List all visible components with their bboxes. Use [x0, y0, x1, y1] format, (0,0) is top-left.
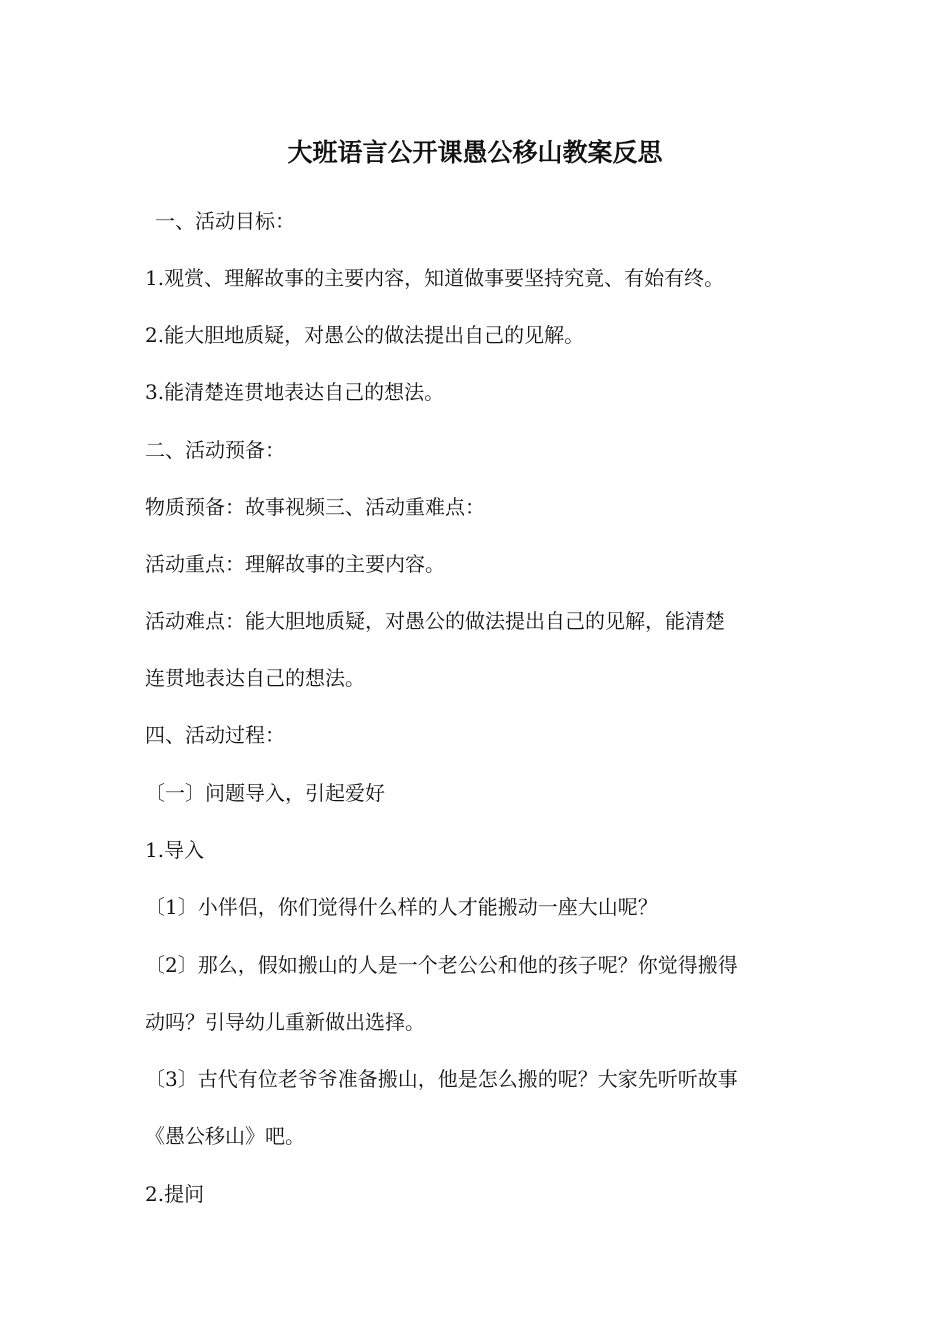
intro-question-2-line-1: 〔2〕那么，假如搬山的人是一个老公公和他的孩子呢？你觉得搬得 [145, 953, 738, 977]
section-heading-process: 四、活动过程： [145, 723, 285, 747]
process-step-1-heading: 〔一〕问题导入，引起爱好 [145, 781, 385, 805]
intro-question-1: 〔1〕小伴侣，你们觉得什么样的人才能搬动一座大山呢？ [145, 895, 658, 919]
goal-item-1: 1.观赏、理解故事的主要内容，知道做事要坚持究竟、有始有终。 [145, 266, 725, 290]
process-substep-intro: 1.导入 [145, 838, 205, 862]
intro-question-3-line-1: 〔3〕古代有位老爷爷准备搬山，他是怎么搬的呢？大家先听听故事 [145, 1067, 738, 1091]
goal-item-2: 2.能大胆地质疑，对愚公的做法提出自己的见解。 [145, 323, 585, 347]
section-heading-goals: 一、活动目标： [155, 209, 295, 233]
material-preparation: 物质预备：故事视频三、活动重难点： [145, 495, 485, 519]
document-title: 大班语言公开课愚公移山教案反思 [287, 138, 663, 167]
section-heading-preparation: 二、活动预备： [145, 438, 285, 462]
process-substep-question: 2.提问 [145, 1182, 205, 1206]
activity-difficulty-line-1: 活动难点：能大胆地质疑，对愚公的做法提出自己的见解，能清楚 [145, 609, 725, 633]
activity-key-point: 活动重点：理解故事的主要内容。 [145, 552, 445, 576]
goal-item-3: 3.能清楚连贯地表达自己的想法。 [145, 380, 445, 404]
intro-question-3-line-2: 《愚公移山》吧。 [145, 1124, 305, 1148]
intro-question-2-line-2: 动吗？引导幼儿重新做出选择。 [145, 1010, 425, 1034]
activity-difficulty-line-2: 连贯地表达自己的想法。 [145, 666, 365, 690]
